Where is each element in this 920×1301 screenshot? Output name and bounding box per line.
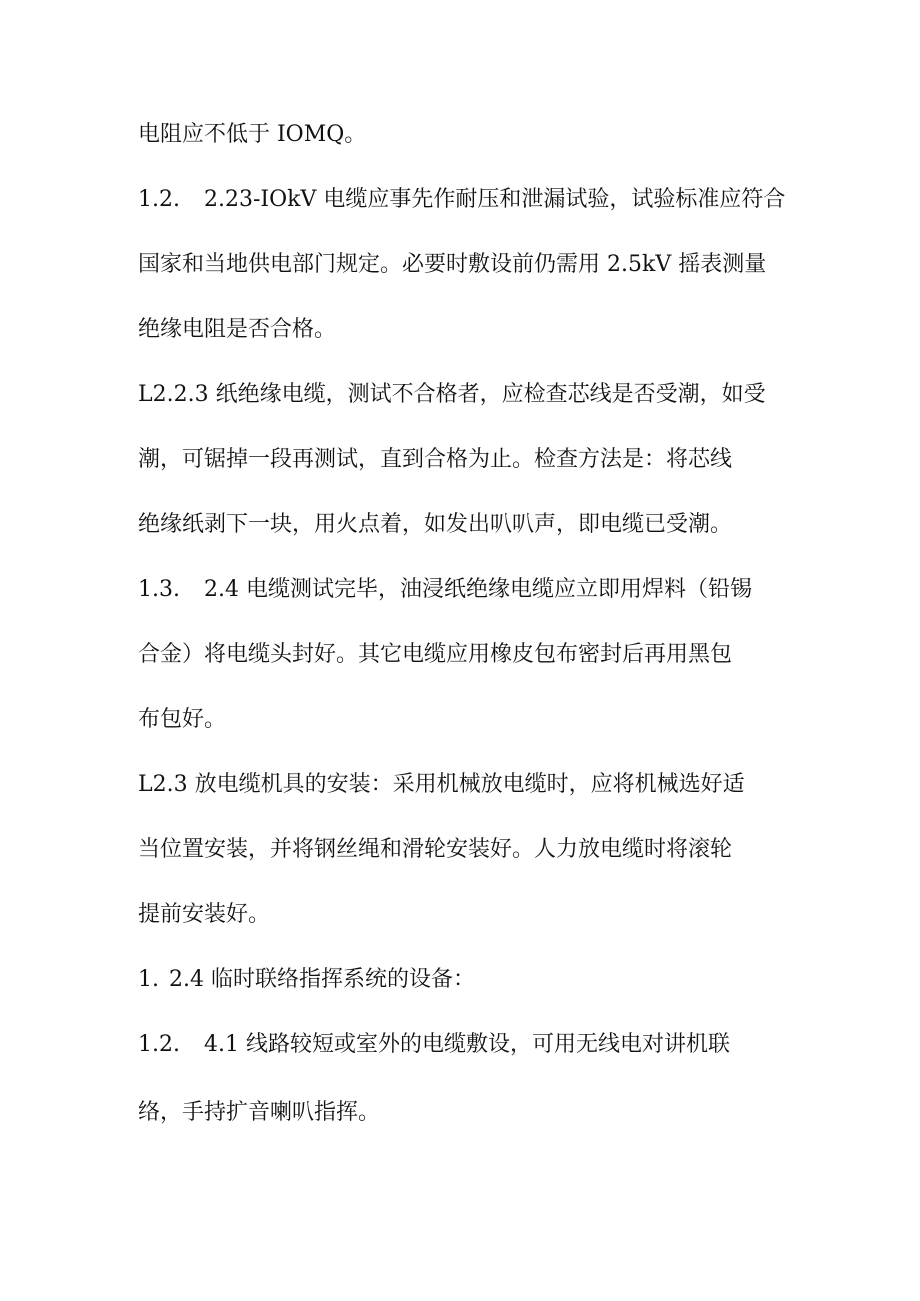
line-text: 当位置安装，并将钢丝绳和滑轮安装好。人力放电缆时将滚轮 (138, 837, 733, 862)
line-text: L2.3 放电缆机具的安装：采用机械放电缆时，应将机械选好适 (138, 772, 745, 797)
text-line-4 (138, 313, 336, 347)
section-number: 1.3. (138, 577, 180, 602)
text-line-3 (138, 248, 766, 282)
line-text: 2.4 临时联络指挥系统的设备： (169, 967, 475, 992)
section-number: 1. (138, 967, 159, 992)
text-line-9 (138, 638, 732, 672)
text-line-16 (138, 1096, 380, 1130)
line-text: 提前安装好。 (138, 902, 271, 927)
text-line-11 (138, 768, 745, 802)
line-text: 国家和当地供电部门规定。必要时敷设前仍需用 2.5kV 摇表测量 (138, 252, 767, 277)
text-line-8 (138, 573, 752, 607)
section-number: 1.2. (138, 1032, 180, 1057)
text-line-12 (138, 833, 732, 867)
line-text: 绝缘纸剥下一块，用火点着，如发出叭叭声，即电缆已受潮。 (138, 512, 733, 537)
line-text: 绝缘电阻是否合格。 (138, 317, 337, 342)
text-line-1 (138, 118, 366, 152)
text-line-15 (138, 1028, 730, 1062)
line-text: 合金）将电缆头封好。其它电缆应用橡皮包布密封后再用黑包 (138, 642, 733, 667)
line-text: 2.23-IOkV 电缆应事先作耐压和泄漏试验，试验标准应符合 (203, 187, 786, 212)
line-text: 布包好。 (138, 707, 227, 732)
text-line-13 (138, 898, 270, 932)
line-text: 络，手持扩音喇叭指挥。 (138, 1100, 381, 1125)
section-number: 1.2. (138, 187, 180, 212)
text-line-6 (138, 443, 732, 477)
line-text: 4.1 线路较短或室外的电缆敷设，可用无线电对讲机联 (203, 1032, 730, 1057)
line-text: L2.2.3 纸绝缘电缆，测试不合格者，应检查芯线是否受潮，如受 (138, 382, 766, 407)
line-text: 2.4 电缆测试完毕，油浸纸绝缘电缆应立即用焊料（铅锡 (203, 577, 752, 602)
text-line-7 (138, 508, 732, 542)
text-line-5 (138, 378, 766, 412)
text-line-14 (138, 963, 475, 997)
text-line-2 (138, 183, 785, 217)
line-text: 电阻应不低于 IOMQ。 (138, 122, 367, 147)
line-text: 潮，可锯掉一段再测试，直到合格为止。检查方法是：将芯线 (138, 447, 733, 472)
text-line-10 (138, 703, 226, 737)
